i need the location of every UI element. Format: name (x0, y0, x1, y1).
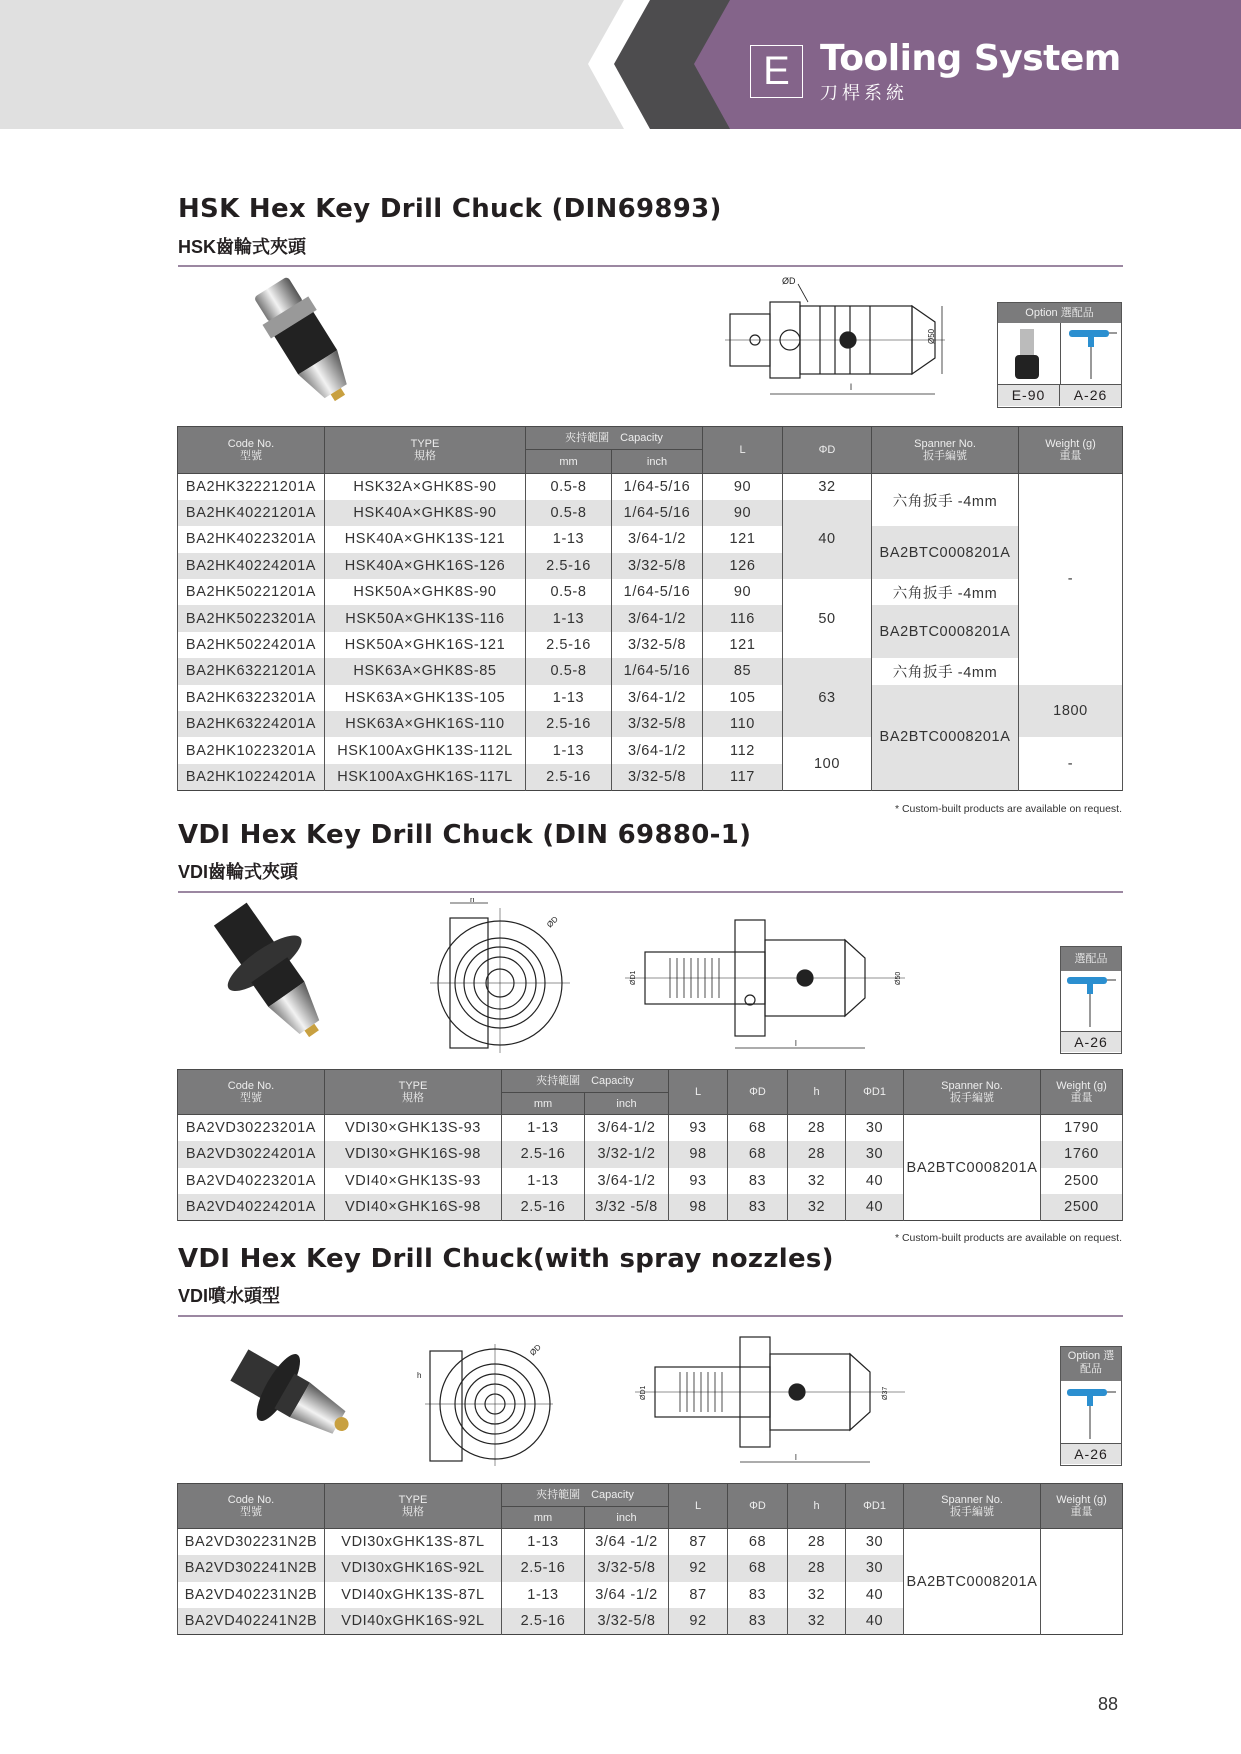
catalog-subtitle: 刀桿系統 (820, 83, 908, 103)
cell-mm: 2.5-16 (502, 1555, 585, 1582)
cell-type: HSK50A×GHK16S-121 (325, 632, 526, 658)
cell-type: VDI30xGHK13S-87L (325, 1529, 502, 1556)
header-code-en: Code No. (227, 438, 275, 450)
header-weight-zh: 重量 (1059, 450, 1082, 462)
cell-weight: 1760 (1041, 1141, 1123, 1168)
cell-h: 28 (788, 1141, 846, 1168)
table-row (178, 658, 1123, 684)
cell-inch: 3/64-1/2 (612, 685, 703, 711)
header-inch: inch (585, 1093, 669, 1115)
cell-code: BA2HK50224201A (178, 632, 325, 658)
cell-l: 85 (703, 658, 783, 684)
cell-d1: 30 (846, 1555, 904, 1582)
header-dimension: ΦD (728, 1484, 788, 1529)
cell-type: HSK32A×GHK8S-90 (325, 474, 526, 500)
cell-weight: 1800 (1019, 685, 1123, 738)
cell-h: 28 (788, 1115, 846, 1142)
header-type-en: TYPE (410, 438, 440, 450)
dimension-label: l (795, 1039, 797, 1048)
header-type-en: TYPE (398, 1494, 428, 1506)
cell-d1: 40 (846, 1194, 904, 1221)
cell-code: BA2VD40224201A (178, 1194, 325, 1221)
dimension-label: h (417, 1371, 422, 1380)
cell-l: 121 (703, 526, 783, 552)
cell-weight: 1790 (1041, 1115, 1123, 1142)
section-subtitle: HSK齒輪式夾頭 (178, 237, 307, 257)
header-capacity: 夾持範圍 Capacity (526, 427, 703, 450)
cell-code: BA2HK32221201A (178, 474, 325, 500)
section-subtitle: VDI噴水頭型 (178, 1286, 281, 1306)
cell-inch: 3/64 -1/2 (585, 1582, 669, 1609)
option-header: Option 選配品 (998, 303, 1121, 323)
cell-l: 98 (669, 1141, 728, 1168)
header-mm: mm (502, 1507, 585, 1529)
cell-mm: 0.5-8 (526, 500, 612, 526)
header-dimension: h (788, 1484, 846, 1529)
cell-mm: 2.5-16 (502, 1141, 585, 1168)
header-code-en: Code No. (227, 1080, 275, 1092)
cell-inch: 3/64-1/2 (612, 605, 703, 631)
cell-l: 90 (703, 579, 783, 605)
vdi-front-view-drawing (425, 898, 575, 1058)
cell-spanner: BA2BTC0008201A (872, 685, 1019, 791)
cell-mm: 1-13 (526, 526, 612, 552)
section-letter-badge: E (750, 45, 803, 98)
hsk-drill-chuck-photo (230, 272, 380, 412)
cell-type: HSK100AxGHK16S-117L (325, 764, 526, 790)
header-spanner (904, 1070, 1041, 1115)
cell-d: 63 (783, 658, 872, 737)
cell-l: 87 (669, 1529, 728, 1556)
header-weight-en: Weight (g) (1056, 1494, 1107, 1506)
cell-d: 83 (728, 1608, 788, 1635)
cell-l: 98 (669, 1194, 728, 1221)
cell-inch: 3/32-5/8 (612, 764, 703, 790)
header-spanner (904, 1484, 1041, 1529)
cell-inch: 3/64 -1/2 (585, 1529, 669, 1556)
cell-type: HSK40A×GHK8S-90 (325, 500, 526, 526)
cell-inch: 3/32-5/8 (612, 553, 703, 579)
cell-spanner: BA2BTC0008201A (904, 1529, 1041, 1635)
cell-l: 121 (703, 632, 783, 658)
table-row (178, 526, 1123, 552)
vdi-spray-side-view-drawing (625, 1332, 910, 1472)
header-code-zh: 型號 (240, 1506, 262, 1518)
header-dimension: ΦD (728, 1070, 788, 1115)
cell-l: 110 (703, 711, 783, 737)
cell-inch: 3/64-1/2 (585, 1115, 669, 1142)
cell-type: HSK40A×GHK16S-126 (325, 553, 526, 579)
header-spanner (872, 427, 1019, 474)
vdi-spray-product-table (177, 1483, 1123, 1635)
cell-weight: 2500 (1041, 1168, 1123, 1195)
table-row (178, 1115, 1123, 1142)
dimension-label: ØD (528, 1342, 543, 1358)
header-weight-zh: 重量 (1070, 1506, 1093, 1518)
cell-inch: 3/32-5/8 (585, 1608, 669, 1635)
section-divider (178, 891, 1123, 893)
cell-code: BA2VD302231N2B (178, 1529, 325, 1556)
cell-l: 126 (703, 553, 783, 579)
header-mm: mm (502, 1093, 585, 1115)
cell-mm: 1-13 (526, 737, 612, 763)
header-code (178, 1484, 325, 1529)
cell-d: 100 (783, 737, 872, 790)
header-spanner-zh: 扳手編號 (950, 1506, 995, 1518)
dimension-label: Ø50 (927, 328, 936, 344)
cell-spanner: 六角扳手 -4mm (872, 474, 1019, 527)
header-type (325, 1484, 502, 1529)
cell-h: 32 (788, 1168, 846, 1195)
dimension-label: ØD1 (630, 970, 637, 985)
option-code: A-26 (1061, 1031, 1121, 1052)
cell-mm: 2.5-16 (502, 1194, 585, 1221)
cell-spanner: BA2BTC0008201A (904, 1115, 1041, 1221)
cell-l: 92 (669, 1555, 728, 1582)
cell-mm: 2.5-16 (526, 711, 612, 737)
header-capacity: 夾持範圍 Capacity (502, 1484, 669, 1507)
cell-code: BA2HK40221201A (178, 500, 325, 526)
section-title: VDI Hex Key Drill Chuck (DIN 69880-1) (178, 820, 752, 850)
cell-mm: 1-13 (526, 685, 612, 711)
custom-note: * Custom-built products are available on request. (894, 1232, 1122, 1244)
cell-inch: 3/32-5/8 (612, 711, 703, 737)
cell-type: HSK50A×GHK13S-116 (325, 605, 526, 631)
vdi-drill-chuck-photo (195, 898, 355, 1058)
hsk-technical-drawing (720, 272, 950, 407)
t-handle-hex-key-icon (1061, 971, 1121, 1031)
header-capacity: 夾持範圍 Capacity (502, 1070, 669, 1093)
t-handle-hex-key-icon (1061, 323, 1123, 384)
header-type-zh: 規格 (414, 450, 436, 462)
header-inch: inch (612, 450, 703, 474)
section-subtitle: VDI齒輪式夾頭 (178, 862, 299, 882)
header-spanner-en: Spanner No. (914, 438, 976, 450)
header-dimension: h (788, 1070, 846, 1115)
cell-type: VDI40×GHK13S-93 (325, 1168, 502, 1195)
header-mm: mm (526, 450, 612, 474)
dimension-label: ØD1 (640, 1385, 647, 1400)
dimension-label: h (470, 898, 475, 904)
cell-inch: 1/64-5/16 (612, 500, 703, 526)
dimension-label: ØD (545, 914, 560, 930)
cell-d1: 30 (846, 1529, 904, 1556)
cell-mm: 1-13 (526, 605, 612, 631)
vdi-side-view-drawing (615, 910, 910, 1055)
header-spanner-en: Spanner No. (941, 1494, 1003, 1506)
cell-type: HSK63A×GHK8S-85 (325, 658, 526, 684)
cell-d: 83 (728, 1582, 788, 1609)
cell-h: 28 (788, 1555, 846, 1582)
cell-inch: 1/64-5/16 (612, 579, 703, 605)
header-type-zh: 規格 (402, 1506, 424, 1518)
cell-l: 93 (669, 1115, 728, 1142)
cell-spanner: 六角扳手 -4mm (872, 658, 1019, 684)
dimension-label: ØD (782, 276, 796, 286)
header-weight (1019, 427, 1123, 474)
option-code: A-26 (1073, 387, 1108, 403)
header-code-zh: 型號 (240, 450, 262, 462)
header-code-zh: 型號 (240, 1092, 262, 1104)
cell-weight (1041, 1529, 1123, 1635)
header-dimension: L (669, 1070, 728, 1115)
cell-mm: 1-13 (502, 1168, 585, 1195)
cell-code: BA2VD40223201A (178, 1168, 325, 1195)
cell-d1: 30 (846, 1141, 904, 1168)
cell-code: BA2HK10224201A (178, 764, 325, 790)
header-code-en: Code No. (227, 1494, 275, 1506)
header-spanner-en: Spanner No. (941, 1080, 1003, 1092)
header-type-en: TYPE (398, 1080, 428, 1092)
cell-d: 83 (728, 1168, 788, 1195)
header-code (178, 427, 325, 474)
table-row (178, 579, 1123, 605)
cell-d1: 40 (846, 1608, 904, 1635)
table-row (178, 474, 1123, 500)
vdi-product-table (177, 1069, 1123, 1221)
cell-l: 112 (703, 737, 783, 763)
cell-type: VDI40×GHK16S-98 (325, 1194, 502, 1221)
cell-d1: 40 (846, 1582, 904, 1609)
cell-d: 68 (728, 1115, 788, 1142)
cell-l: 105 (703, 685, 783, 711)
cell-code: BA2HK63224201A (178, 711, 325, 737)
option-code: E-90 (998, 385, 1060, 406)
cell-mm: 2.5-16 (526, 632, 612, 658)
section-title: VDI Hex Key Drill Chuck(with spray nozzles) (178, 1244, 834, 1274)
cell-l: 90 (703, 500, 783, 526)
cell-d: 83 (728, 1194, 788, 1221)
cell-l: 116 (703, 605, 783, 631)
cell-d: 50 (783, 579, 872, 658)
cell-type: HSK63A×GHK13S-105 (325, 685, 526, 711)
vdi-spray-front-view-drawing (405, 1336, 555, 1471)
cell-d1: 30 (846, 1115, 904, 1142)
header-inch: inch (585, 1507, 669, 1529)
header-spanner-zh: 扳手編號 (950, 1092, 995, 1104)
cell-inch: 3/64-1/2 (585, 1168, 669, 1195)
header-dimension: ΦD1 (846, 1484, 904, 1529)
cell-code: BA2VD402241N2B (178, 1608, 325, 1635)
cell-d: 68 (728, 1141, 788, 1168)
cell-l: 87 (669, 1582, 728, 1609)
cell-mm: 0.5-8 (526, 579, 612, 605)
cell-code: BA2VD30223201A (178, 1115, 325, 1142)
option-header: 選配品 (1061, 947, 1121, 971)
vdi-spray-drill-chuck-photo (225, 1330, 375, 1465)
header-spanner-zh: 扳手編號 (923, 450, 968, 462)
cell-l: 93 (669, 1168, 728, 1195)
header-code (178, 1070, 325, 1115)
header-weight-zh: 重量 (1070, 1092, 1093, 1104)
table-row (178, 685, 1123, 711)
option-accessories-box (1060, 946, 1122, 1054)
cell-code: BA2HK50223201A (178, 605, 325, 631)
cell-weight: - (1019, 474, 1123, 685)
cell-type: VDI30×GHK13S-93 (325, 1115, 502, 1142)
cell-inch: 3/32-1/2 (585, 1141, 669, 1168)
cell-weight: - (1019, 737, 1123, 790)
hsk-product-table (177, 426, 1123, 791)
dimension-label: l (850, 382, 852, 392)
cell-h: 32 (788, 1608, 846, 1635)
cell-d: 32 (783, 474, 872, 500)
page-number: 88 (1098, 1694, 1119, 1714)
header-type (325, 1070, 502, 1115)
header-dimension: ΦD (783, 427, 872, 474)
cell-d1: 40 (846, 1168, 904, 1195)
dimension-label: Ø50 (895, 971, 902, 985)
cell-inch: 1/64-5/16 (612, 474, 703, 500)
cell-code: BA2HK10223201A (178, 737, 325, 763)
cell-code: BA2VD30224201A (178, 1141, 325, 1168)
cell-inch: 3/32-5/8 (612, 632, 703, 658)
cell-code: BA2HK63223201A (178, 685, 325, 711)
spanner-socket-icon (998, 323, 1061, 384)
header-dimension: L (669, 1484, 728, 1529)
cell-mm: 0.5-8 (526, 474, 612, 500)
catalog-title: Tooling System (820, 38, 1121, 79)
section-title: HSK Hex Key Drill Chuck (DIN69893) (178, 194, 722, 224)
cell-type: HSK50A×GHK8S-90 (325, 579, 526, 605)
cell-code: BA2HK40224201A (178, 553, 325, 579)
cell-mm: 0.5-8 (526, 658, 612, 684)
cell-h: 32 (788, 1582, 846, 1609)
option-header: Option 選配品 (1061, 1347, 1121, 1381)
cell-mm: 1-13 (502, 1115, 585, 1142)
option-accessories-box (1060, 1346, 1122, 1466)
cell-code: BA2HK50221201A (178, 579, 325, 605)
cell-d: 68 (728, 1529, 788, 1556)
section-divider (178, 1315, 1123, 1317)
custom-note: * Custom-built products are available on request. (894, 803, 1122, 815)
cell-code: BA2HK63221201A (178, 658, 325, 684)
header-type (325, 427, 526, 474)
header-weight-en: Weight (g) (1056, 1080, 1107, 1092)
cell-spanner: BA2BTC0008201A (872, 526, 1019, 579)
cell-weight: 2500 (1041, 1194, 1123, 1221)
cell-code: BA2HK40223201A (178, 526, 325, 552)
cell-h: 32 (788, 1194, 846, 1221)
option-code: A-26 (1061, 1443, 1121, 1464)
cell-l: 117 (703, 764, 783, 790)
header-dimension: L (703, 427, 783, 474)
cell-type: HSK40A×GHK13S-121 (325, 526, 526, 552)
cell-type: HSK63A×GHK16S-110 (325, 711, 526, 737)
cell-spanner: 六角扳手 -4mm (872, 579, 1019, 605)
cell-code: BA2VD302241N2B (178, 1555, 325, 1582)
cell-inch: 3/32-5/8 (585, 1555, 669, 1582)
cell-mm: 1-13 (502, 1582, 585, 1609)
cell-inch: 3/64-1/2 (612, 737, 703, 763)
cell-inch: 3/32 -5/8 (585, 1194, 669, 1221)
cell-type: VDI30xGHK16S-92L (325, 1555, 502, 1582)
cell-d: 40 (783, 500, 872, 579)
cell-d: 68 (728, 1555, 788, 1582)
table-row (178, 1529, 1123, 1556)
cell-mm: 2.5-16 (526, 764, 612, 790)
cell-mm: 1-13 (502, 1529, 585, 1556)
table-row (178, 605, 1123, 631)
cell-inch: 1/64-5/16 (612, 658, 703, 684)
header-type-zh: 規格 (402, 1092, 424, 1104)
cell-type: VDI40xGHK16S-92L (325, 1608, 502, 1635)
cell-type: HSK100AxGHK13S-112L (325, 737, 526, 763)
header-weight-en: Weight (g) (1045, 438, 1096, 450)
dimension-label: Ø37 (882, 1386, 889, 1400)
cell-mm: 2.5-16 (502, 1608, 585, 1635)
cell-inch: 3/64-1/2 (612, 526, 703, 552)
header-weight (1041, 1070, 1123, 1115)
dimension-label: l (795, 1453, 797, 1462)
header-weight (1041, 1484, 1123, 1529)
option-accessories-box (997, 302, 1122, 408)
cell-type: VDI30×GHK16S-98 (325, 1141, 502, 1168)
cell-h: 28 (788, 1529, 846, 1556)
section-divider (178, 265, 1123, 267)
cell-mm: 2.5-16 (526, 553, 612, 579)
t-handle-hex-key-icon (1061, 1381, 1121, 1443)
cell-spanner: BA2BTC0008201A (872, 605, 1019, 658)
header-dimension: ΦD1 (846, 1070, 904, 1115)
cell-l: 90 (703, 474, 783, 500)
cell-code: BA2VD402231N2B (178, 1582, 325, 1609)
cell-l: 92 (669, 1608, 728, 1635)
cell-type: VDI40xGHK13S-87L (325, 1582, 502, 1609)
